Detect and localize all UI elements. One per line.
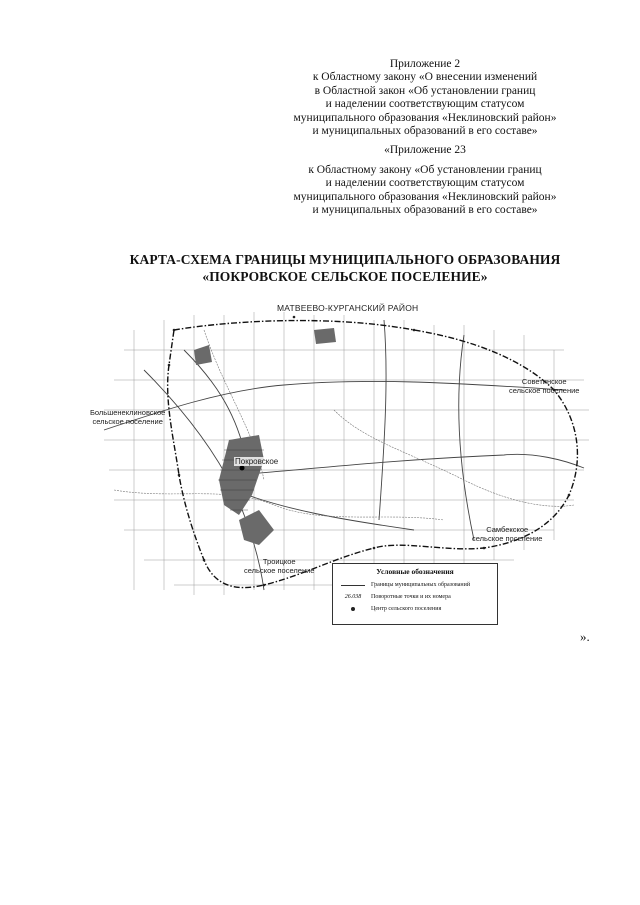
point-number-sample: 26.038 xyxy=(344,594,362,600)
label-east-settlement: Советинское сельское поселение xyxy=(509,377,580,395)
legend-item-points: 26.038 Поворотные точки и их номера xyxy=(339,592,493,602)
appendix-line: и муниципальных образований в его составе» xyxy=(312,204,538,217)
legend-item-center: Центр сельского поселения xyxy=(339,604,493,614)
closing-quote: ». xyxy=(580,629,590,644)
title-line-2: «ПОКРОВСКОЕ СЕЛЬСКОЕ ПОСЕЛЕНИЕ» xyxy=(202,269,488,284)
label-town: Покровское xyxy=(235,457,279,466)
label-west-settlement: Большенеклиновское сельское поселение xyxy=(90,408,166,426)
appendix-line: к Областному закону «Об установлении границ xyxy=(308,163,542,176)
appendix-line: и наделении соответствующим статусом xyxy=(325,98,525,111)
map-grid xyxy=(104,312,589,595)
appendix-line: муниципального образования «Неклиновский район» xyxy=(293,190,557,203)
appendix-block xyxy=(250,58,600,217)
boundary-line-icon xyxy=(339,580,367,590)
legend-title: Условные обозначения xyxy=(376,567,454,576)
label-southeast-settlement: Самбекское сельское поселение xyxy=(472,525,543,543)
document-title xyxy=(60,251,630,285)
legend-item-boundary: Границы муниципальных образований xyxy=(339,580,493,590)
settlement-blocks xyxy=(194,328,336,545)
appendix-line: муниципального образования «Неклиновский район» xyxy=(293,111,557,124)
label-south-settlement: Троицкое сельское поселение xyxy=(244,557,315,575)
village-center-marker xyxy=(240,466,245,471)
label-north-district: МАТВЕЕВО-КУРГАНСКИЙ РАЙОН xyxy=(277,303,419,313)
appendix-heading-2: «Приложение 23 xyxy=(384,144,466,157)
appendix-line: и наделении соответствующим статусом xyxy=(325,177,525,190)
appendix-line: в Областной закон «Об установлении границ xyxy=(314,84,536,97)
title-line-1: КАРТА-СХЕМА ГРАНИЦЫ МУНИЦИПАЛЬНОГО ОБРАЗОВАНИЯ xyxy=(129,252,561,267)
appendix-line: к Областному закону «О внесении изменений xyxy=(312,71,538,84)
appendix-heading: Приложение 2 xyxy=(389,58,461,70)
map-legend xyxy=(332,563,498,625)
appendix-line: и муниципальных образований в его составе» xyxy=(312,125,538,138)
center-dot-icon xyxy=(339,604,367,614)
